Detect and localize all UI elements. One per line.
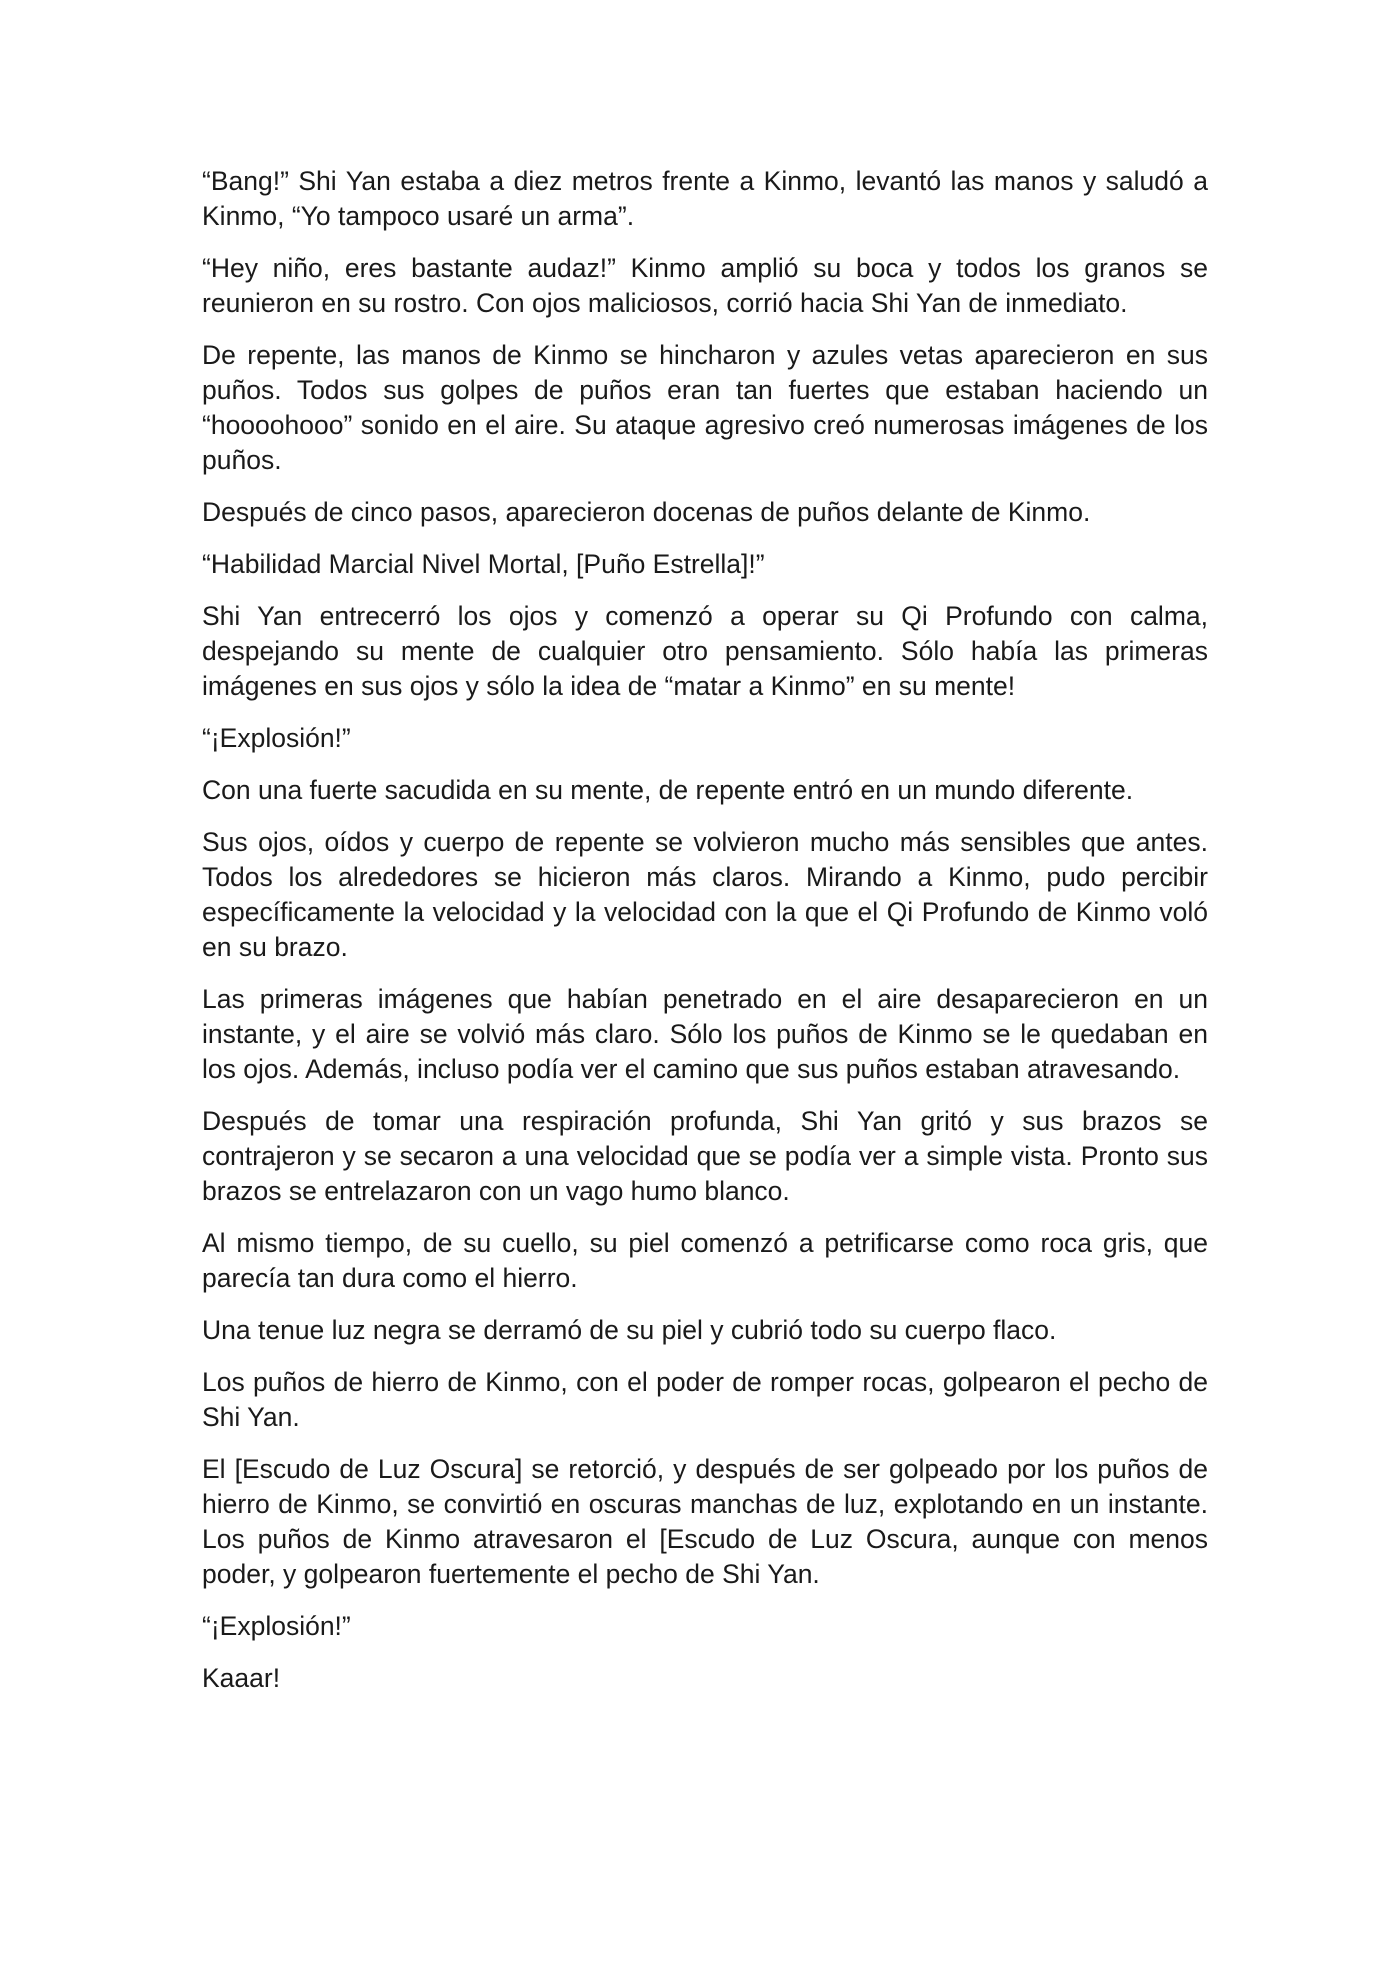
paragraph-1: “Bang!” Shi Yan estaba a diez metros frente a Kinmo, levantó las manos y saludó a Kinmo, “Yo tampoco usaré un arma”.: [202, 166, 1208, 231]
paragraph-8: Con una fuerte sacudida en su mente, de repente entró en un mundo diferente.: [202, 775, 1134, 805]
paragraph-2: “Hey niño, eres bastante audaz!” Kinmo amplió su boca y todos los granos se reunieron en su rostro. Con ojos maliciosos, corrió hacia Shi Yan de inmediato.: [202, 253, 1208, 318]
body-text: [202, 164, 1208, 1713]
paragraph-3: De repente, las manos de Kinmo se hincharon y azules vetas aparecieron en sus puños. Todos sus golpes de puños eran tan fuertes que estaban haciendo un “hoooohooo” sonido en el aire. Su ataque agresivo creó numerosas imágenes de los puños.: [202, 340, 1208, 475]
paragraph-9: Sus ojos, oídos y cuerpo de repente se volvieron mucho más sensibles que antes. Todos los alrededores se hicieron más claros. Mirando a Kinmo, pudo percibir específicamente la velocidad y la velocidad con la que el Qi Profundo de Kinmo voló en su brazo.: [202, 827, 1208, 962]
paragraph-13: Una tenue luz negra se derramó de su piel y cubrió todo su cuerpo flaco.: [202, 1315, 1057, 1345]
paragraph-5: “Habilidad Marcial Nivel Mortal, [Puño Estrella]!”: [202, 549, 765, 579]
paragraph-15: El [Escudo de Luz Oscura] se retorció, y después de ser golpeado por los puños de hierro de Kinmo, se convirtió en oscuras manchas de luz, explotando en un instante. Los puños de Kinmo atravesaron el [Escudo de Luz Oscura, aunque con menos poder, y golpearon fuertemente el pecho de Shi Yan.: [202, 1454, 1208, 1589]
paragraph-10: Las primeras imágenes que habían penetrado en el aire desaparecieron en un instante, y el aire se volvió más claro. Sólo los puños de Kinmo se le quedaban en los ojos. Además, incluso podía ver el camino que sus puños estaban atravesando.: [202, 984, 1208, 1084]
paragraph-12: Al mismo tiempo, de su cuello, su piel comenzó a petrificarse como roca gris, que parecía tan dura como el hierro.: [202, 1228, 1208, 1293]
paragraph-17: Kaaar!: [202, 1663, 281, 1693]
paragraph-14: Los puños de hierro de Kinmo, con el poder de romper rocas, golpearon el pecho de Shi Yan.: [202, 1367, 1208, 1432]
paragraph-16: “¡Explosión!”: [202, 1611, 351, 1641]
paragraph-7: “¡Explosión!”: [202, 723, 351, 753]
paragraph-4: Después de cinco pasos, aparecieron docenas de puños delante de Kinmo.: [202, 497, 1091, 527]
paragraph-11: Después de tomar una respiración profunda, Shi Yan gritó y sus brazos se contrajeron y se secaron a una velocidad que se podía ver a simple vista. Pronto sus brazos se entrelazaron con un vago humo blanco.: [202, 1106, 1208, 1206]
paragraph-6: Shi Yan entrecerró los ojos y comenzó a operar su Qi Profundo con calma, despejando su mente de cualquier otro pensamiento. Sólo había las primeras imágenes en sus ojos y sólo la idea de “matar a Kinmo” en su mente!: [202, 601, 1208, 701]
